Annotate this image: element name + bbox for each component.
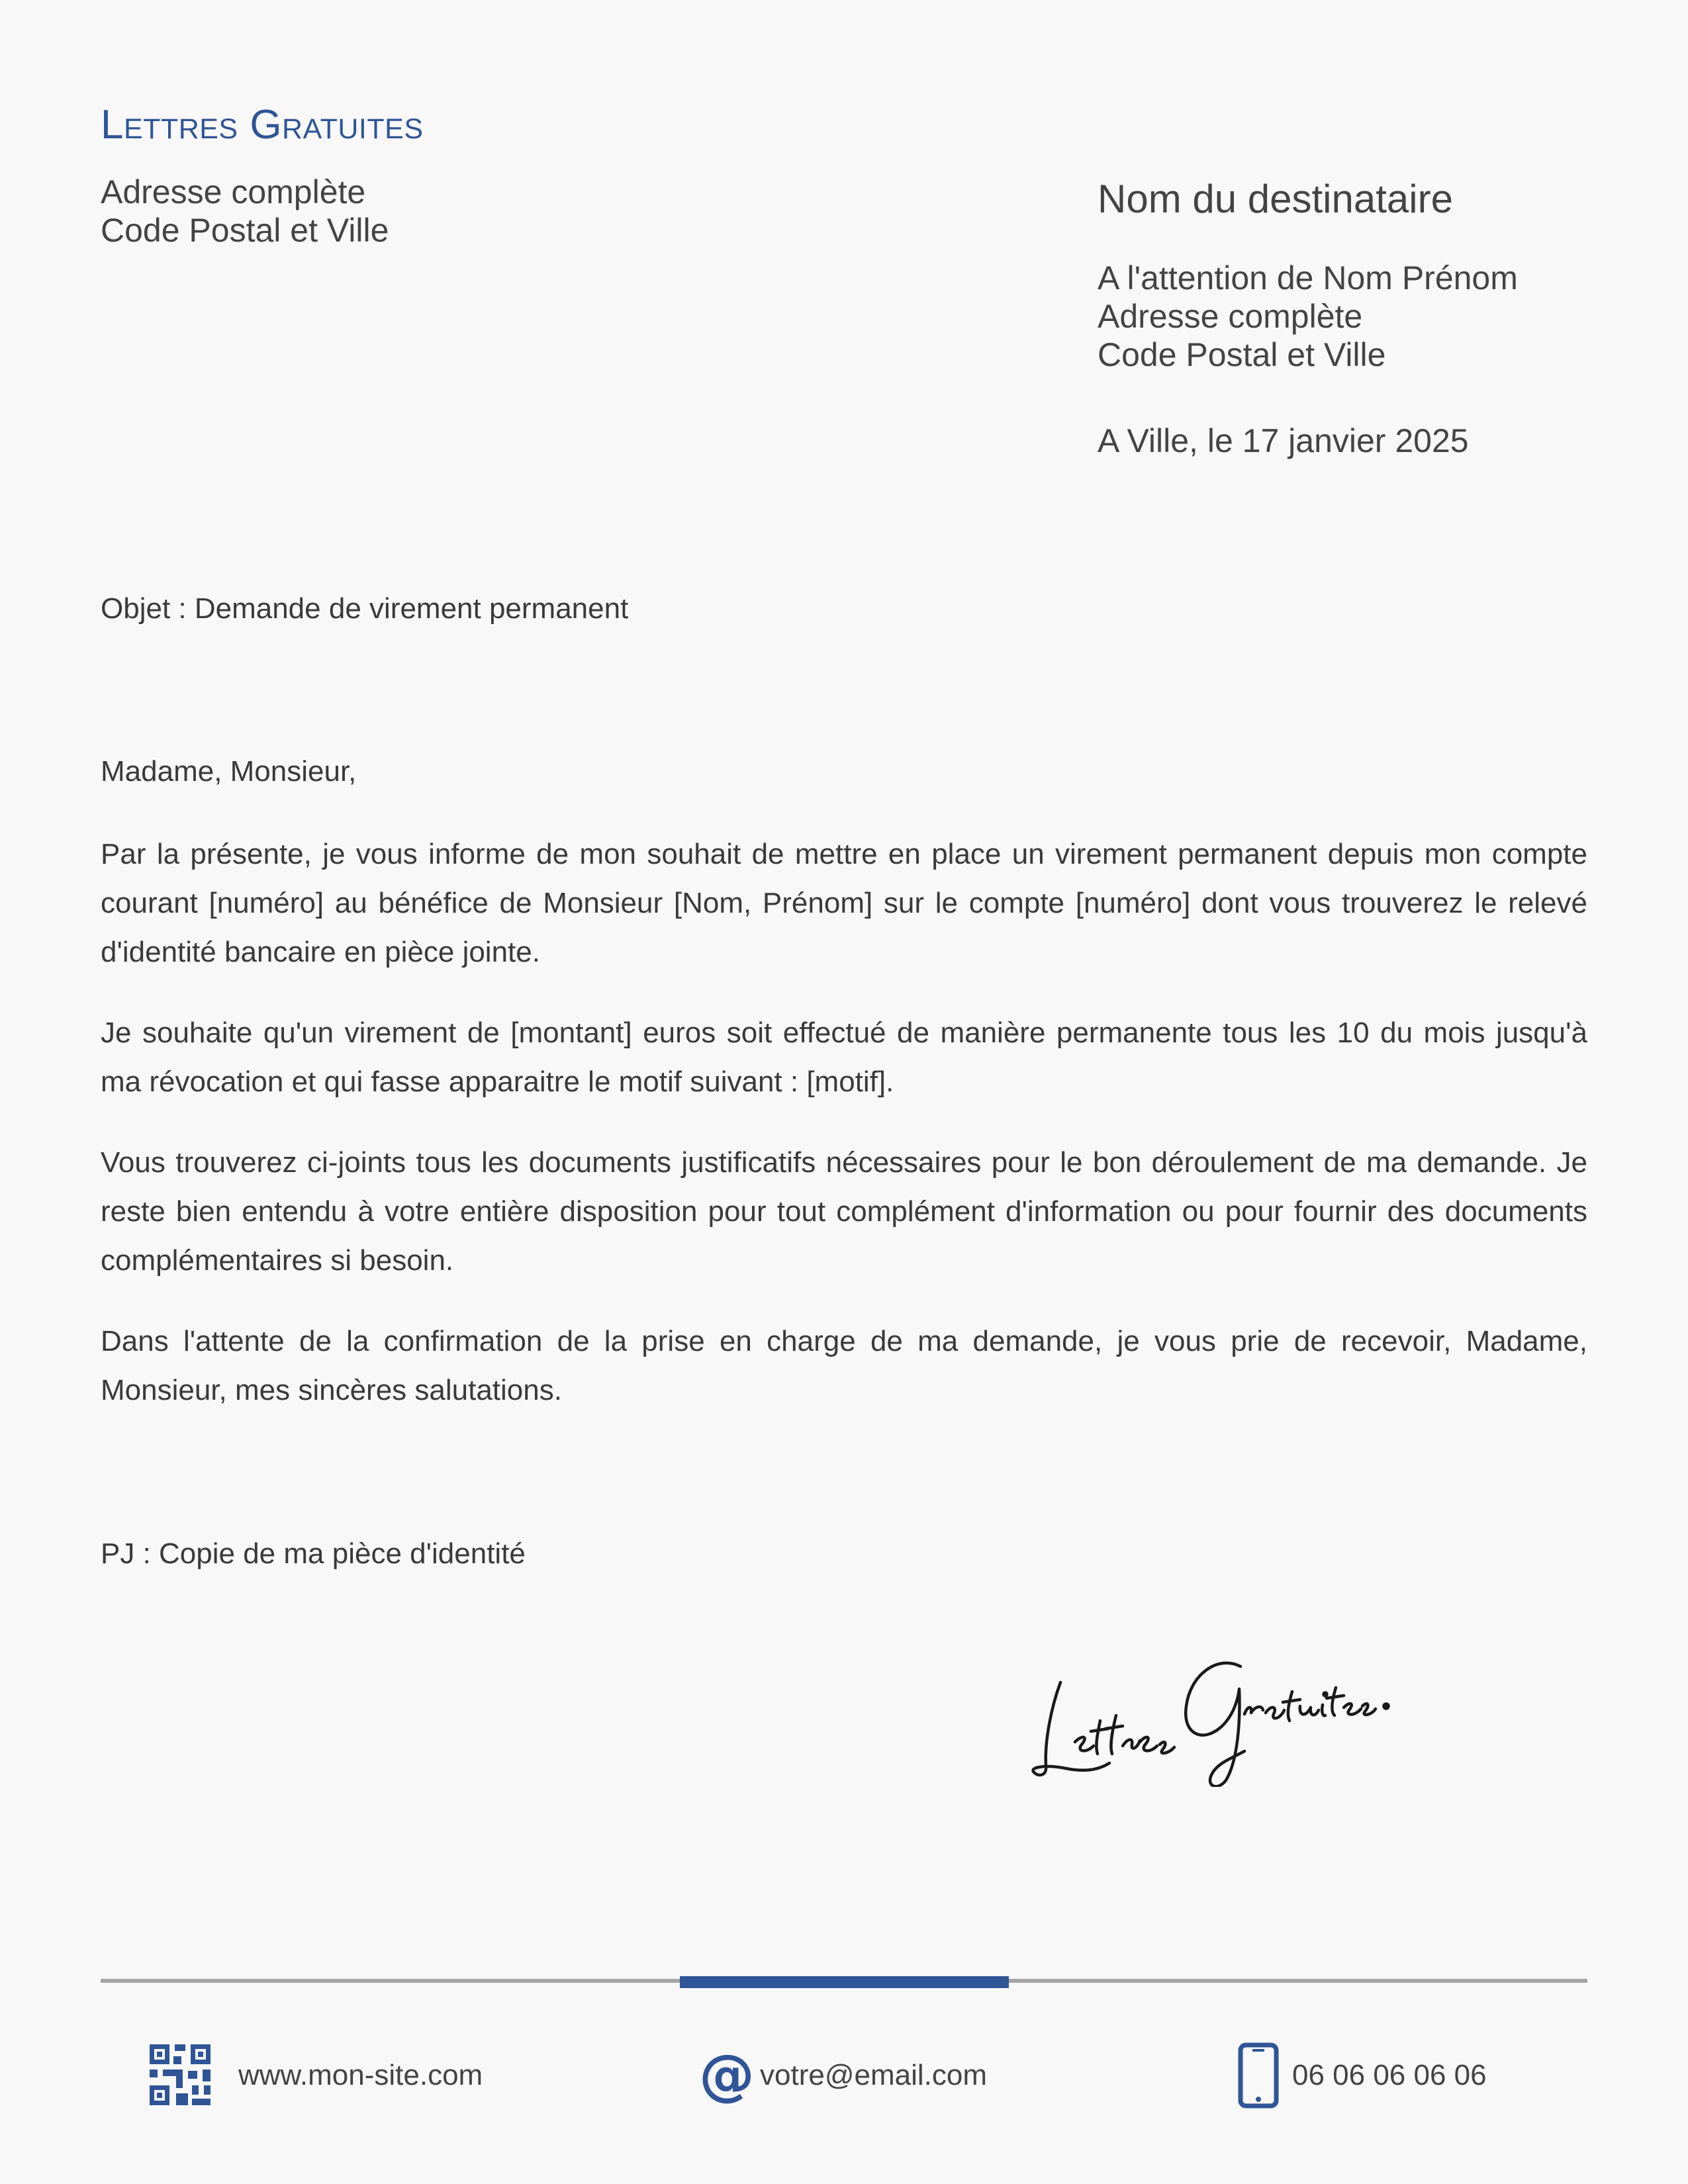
recipient-name: Nom du destinataire [1098,177,1453,221]
sender-address-line2: Code Postal et Ville [101,212,389,249]
recipient-attention: A l'attention de Nom Prénom [1098,259,1518,296]
letter-date: A Ville, le 17 janvier 2025 [1098,422,1469,459]
letter-paragraph: Par la présente, je vous informe de mon souhait de mettre en place un virement permanent depuis mon compte courant [numéro] au bénéfice de Monsieur [Nom, Prénom] sur le compte [numéro] dont vous trouverez le relevé d'identité bancaire en pièce jointe. [101,838,1587,968]
at-sign-icon: @ [699,2042,755,2107]
footer-phone[interactable]: 06 06 06 06 06 [1292,2059,1487,2091]
letter-attachment: PJ : Copie de ma pièce d'identité [101,1537,526,1570]
mobile-phone-icon [1238,2042,1279,2109]
handwritten-signature [1019,1628,1390,1787]
recipient-address-line1: Adresse complète [1098,298,1363,335]
letter-paragraph: Dans l'attente de la confirmation de la prise en charge de ma demande, je vous prie de recevoir, Madame, Monsieur, mes sincères salutations. [101,1325,1587,1406]
letter-paragraph: Je souhaite qu'un virement de [montant] euros soit effectué de manière permanente tous les 10 du mois jusqu'à ma révocation et qui fasse apparaitre le motif suivant : [motif]. [101,1017,1587,1098]
footer-website[interactable]: www.mon-site.com [238,2059,483,2091]
letter-paragraph: Vous trouverez ci-joints tous les documents justificatifs nécessaires pour le bon déroulement de ma demande. Je reste bien entendu à votre entière disposition pour tout complément d'information ou pour fournir des documents complémentaires si besoin. [101,1146,1587,1277]
qr-code-icon [148,2043,212,2107]
sender-address-line1: Adresse complète [101,173,366,210]
letter-salutation: Madame, Monsieur, [101,755,357,788]
letter-subject: Objet : Demande de virement permanent [101,592,629,625]
footer-accent-bar [680,1976,1009,1988]
sender-brand: Lettres Gratuites [101,102,424,148]
recipient-address-line2: Code Postal et Ville [1098,336,1386,373]
footer-email[interactable]: votre@email.com [760,2059,987,2091]
